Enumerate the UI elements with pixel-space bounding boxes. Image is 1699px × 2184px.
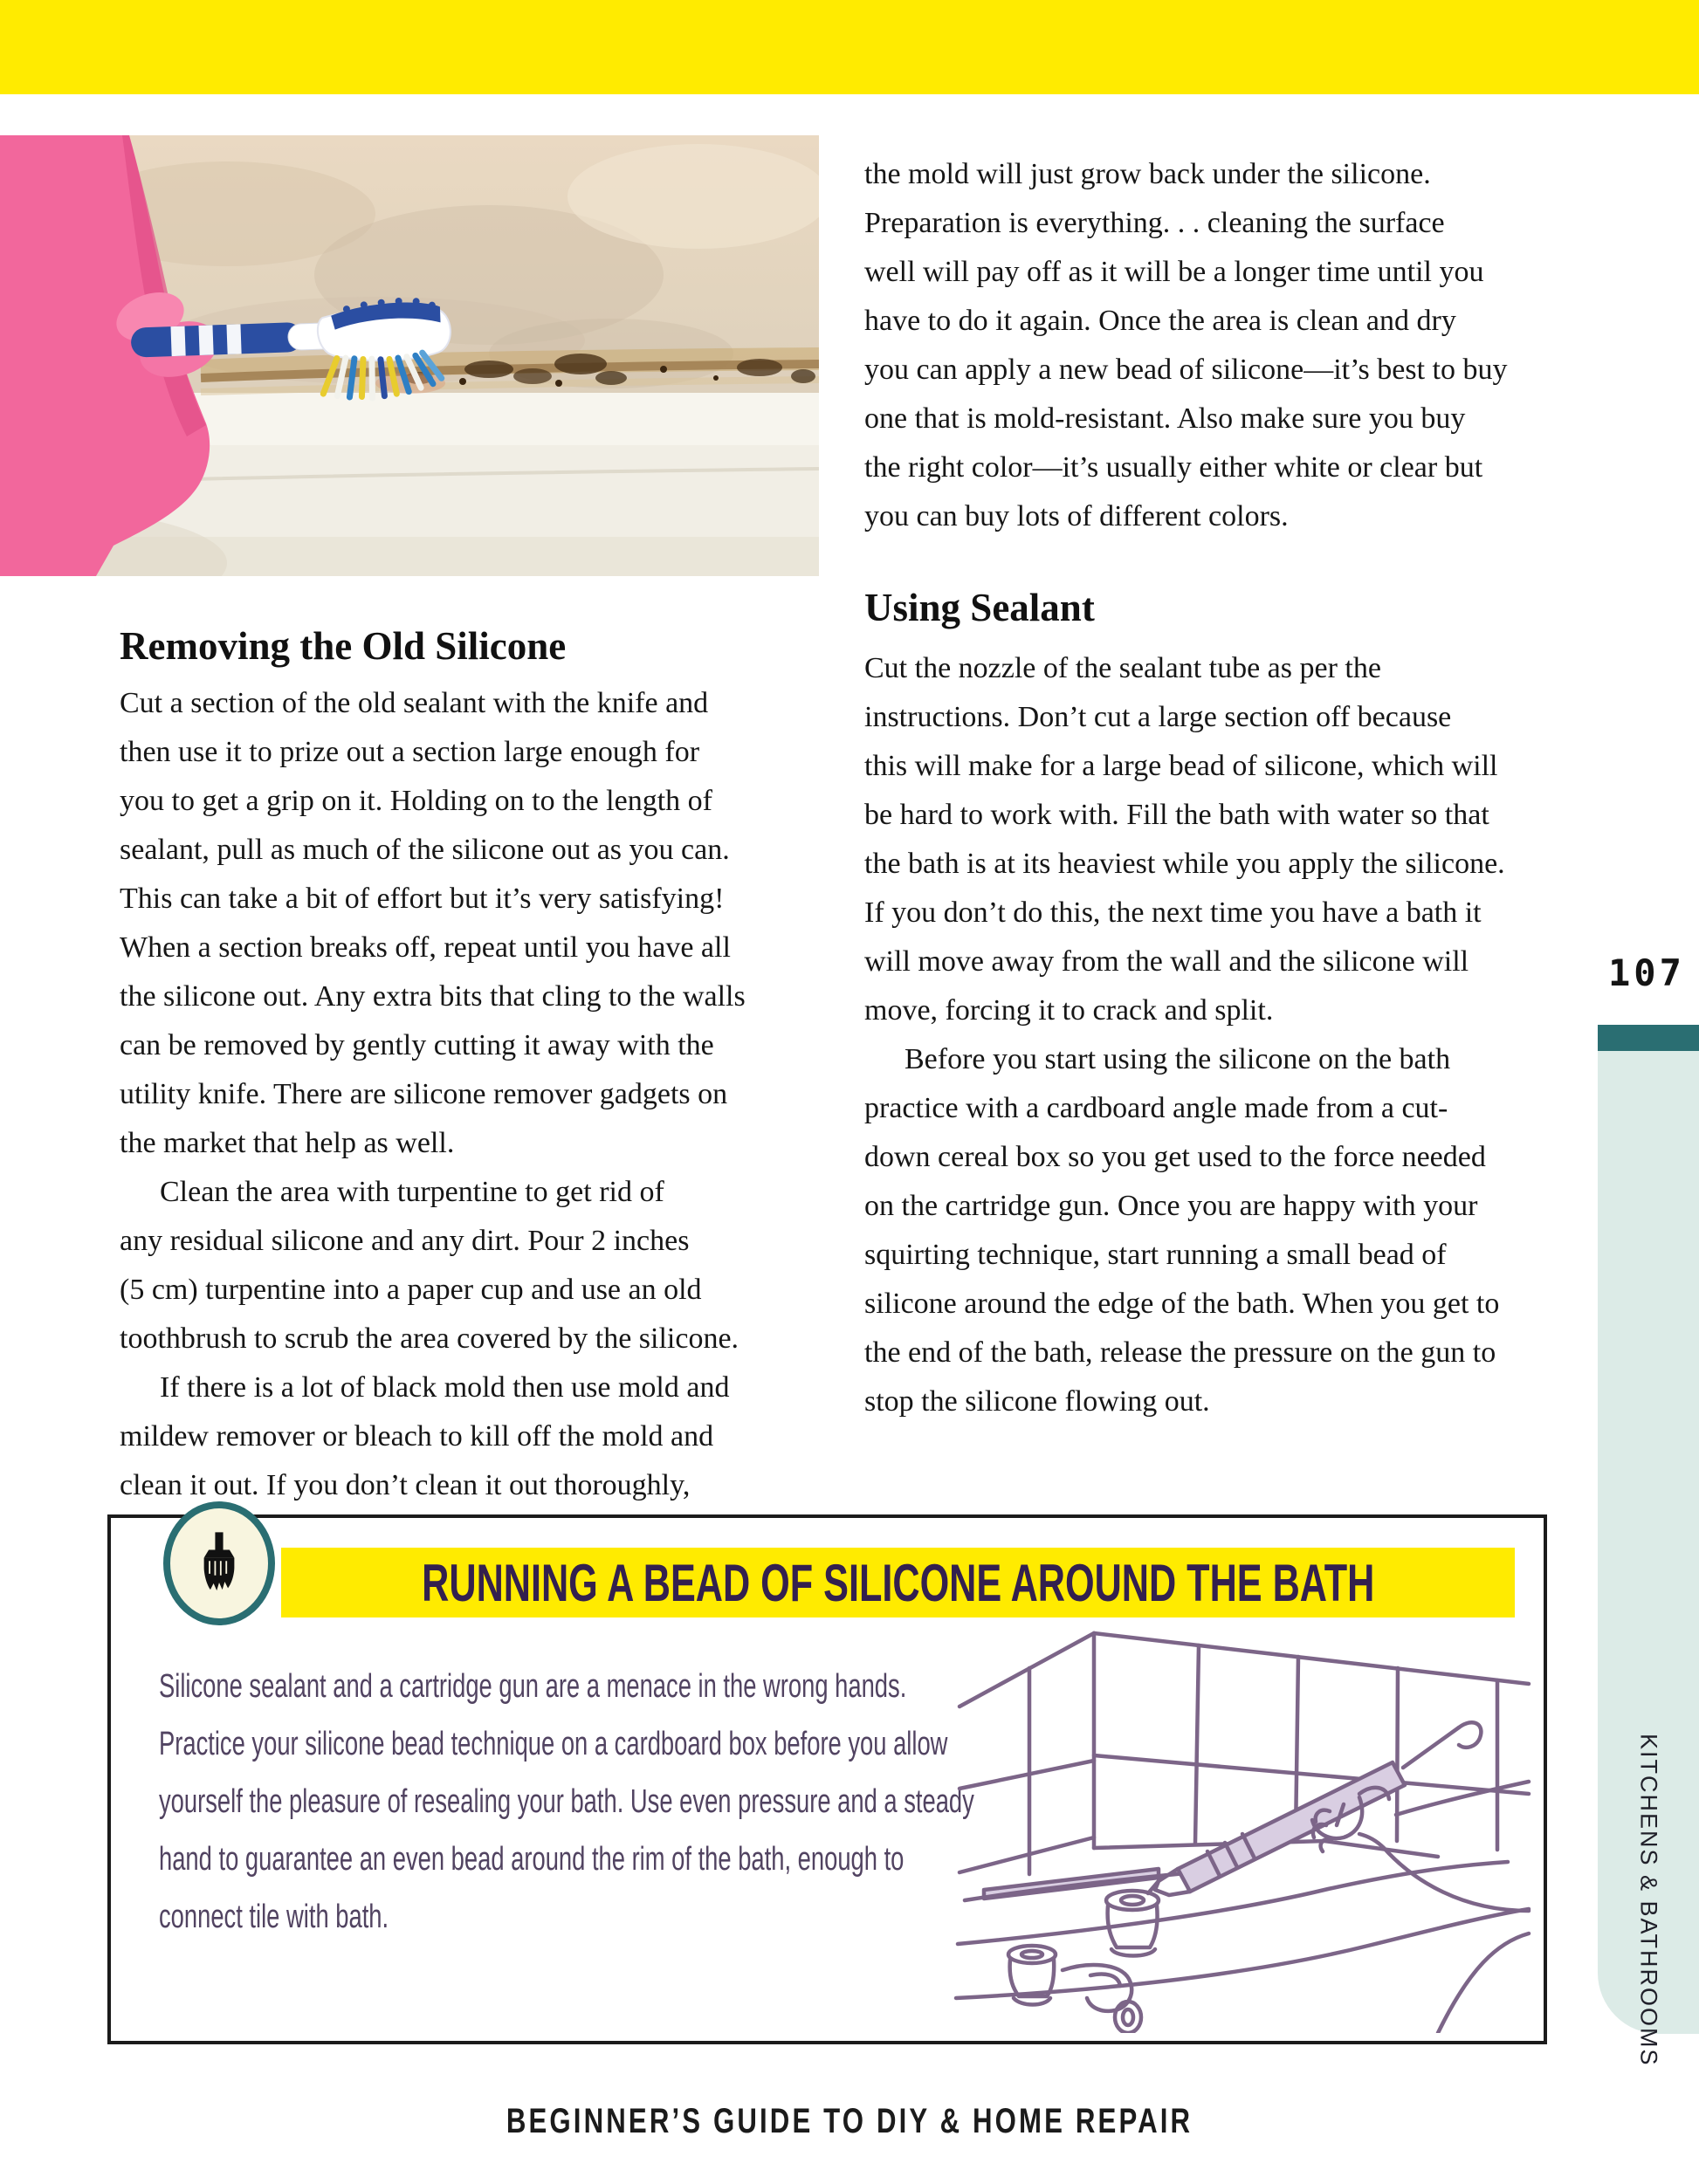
tip-body: Silicone sealant and a cartridge gun are a menace in the wrong hands. Practice your silicone bead technique on a cardboard box before you allow yourself the pleasure of resealing your bath. Use even pressure and a steady hand to guarantee an even bead around the rim of the bath, enough to connect tile with bath. <box>159 1668 974 1935</box>
tip-title-band <box>281 1548 1515 1617</box>
top-banner <box>0 0 1699 94</box>
paragraph: Cut a section of the old sealant with the knife and then use it to prize out a section large enough for you to get a grip on it. Holding on to the length of sealant, pull as much of the silicone out as you can. This can take a bit of effort but it’s very satisfying! When a section breaks off, repeat until you have all the silicone out. Any extra bits that cling to the walls can be removed by gently cutting it away with the utility knife. There are silicone remover gadgets on the market that help as well. <box>120 687 746 1159</box>
right-column <box>864 150 1572 1426</box>
chapter-sidebar <box>1598 1051 1699 2067</box>
left-column <box>120 622 827 1510</box>
paragraph: the mold will just grow back under the silicone. Preparation is everything. . . cleaning the surface well will pay off as it will be a longer time until you have to do it again. Once the area is clean and dry you can apply a new bead of silicone—it’s best to buy one that is mold-resistant. Also make sure you buy the right color—it’s usually either white or clear but you can buy lots of different colors. <box>864 158 1508 532</box>
book-footer-title: BEGINNER’S GUIDE TO DIY & HOME REPAIR <box>506 2102 1193 2140</box>
illustration-caulk-gun-on-bath <box>949 1623 1536 2033</box>
chapter-label: KITCHENS & BATHROOMS <box>1635 1734 1662 2067</box>
teal-tab <box>1598 1025 1699 1051</box>
heading-removing-old-silicone: Removing the Old Silicone <box>120 624 567 668</box>
paintbrush-icon <box>163 1501 275 1625</box>
paragraph: Clean the area with turpentine to get rid of any residual silicone and any dirt. Pour 2 inches (5 cm) turpentine into a paper cup and use an old toothbrush to scrub the area covered by the silicone. <box>120 1176 739 1355</box>
tip-box <box>107 1514 1547 2044</box>
paragraph: Before you start using the silicone on the bath practice with a cardboard angle made from a cut- down cereal box so you get used to the force needed on the cartridge gun. Once you are happy with your squirting technique, start running a small bead of silicone around the edge of the bath. When you get to the end of the bath, release the pressure on the gun to stop the silicone flowing out. <box>864 1043 1500 1418</box>
heading-using-sealant: Using Sealant <box>864 586 1095 629</box>
photo-toothbrush-cleaning-moldy-seal <box>0 135 819 576</box>
tip-title: RUNNING A BEAD OF SILICONE AROUND THE BATH <box>421 1553 1375 1612</box>
page-number: 107 <box>1608 951 1685 994</box>
paragraph: If there is a lot of black mold then use mold and mildew remover or bleach to kill off the mold and clean it out. If you don’t clean it out thoroughly, <box>120 1371 730 1501</box>
paragraph: Cut the nozzle of the sealant tube as per the instructions. Don’t cut a large section off because this will make for a large bead of silicone, which will be hard to work with. Fill the bath with water so that the bath is at its heaviest while you apply the silicone. If you don’t do this, the next time you have a bath it will move away from the wall and the silicone will move, forcing it to crack and split. <box>864 652 1505 1027</box>
